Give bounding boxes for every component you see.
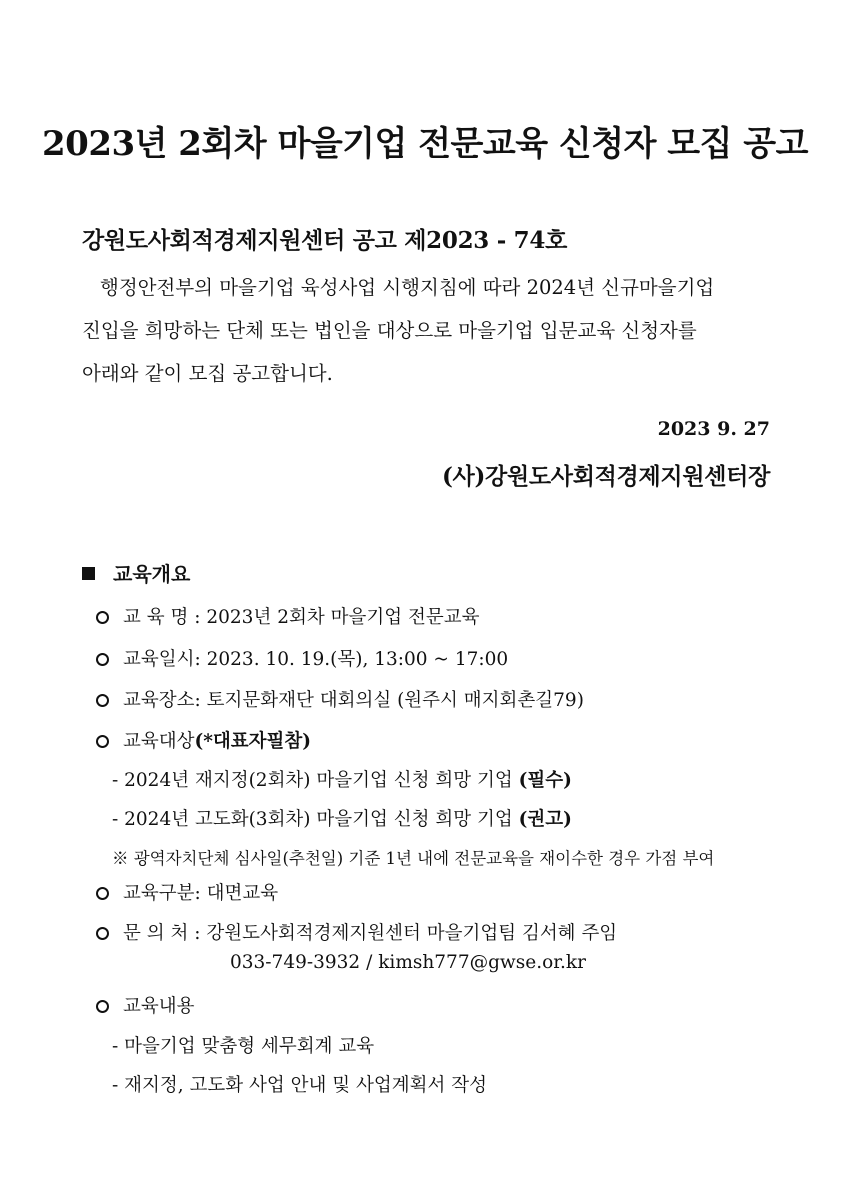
item-contact: 문 의 처 : 강원도사회적경제지원센터 마을기업팀 김서혜 주임 [96,919,617,945]
item-label: 교육일시 [123,649,195,670]
item-value: 대면교육 [206,883,279,904]
circle-bullet-icon [96,735,109,748]
section-heading: 교육개요 [82,558,190,587]
notice-date: 2023 9. 27 [657,418,770,440]
contact-phone-email: 033-749-3932 / kimsh777@gwse.or.kr [230,952,586,973]
square-bullet-icon [82,567,95,580]
circle-bullet-icon [96,927,109,940]
target-remark: ※ 광역자치단체 심사일(추천일) 기준 1년 내에 전문교육을 재이수한 경우 가점 부여 [112,849,715,868]
target-sub-item: - 2024년 재지정(2회차) 마을기업 신청 희망 기업 (필수) [112,770,572,791]
circle-bullet-icon [96,653,109,666]
item-label: 교육대상 [123,731,195,752]
page-title: 2023년 2회차 마을기업 전문교육 신청자 모집 공고 [42,124,808,164]
item-value: 2023년 2회차 마을기업 전문교육 [206,607,480,628]
item-value: 토지문화재단 대회의실 (원주시 매지회촌길79) [206,690,584,711]
target-note: (*대표자필참) [194,731,312,752]
intro-line: 진입을 희망하는 단체 또는 법인을 대상으로 마을기업 입문교육 신청자를 [82,319,697,342]
item-label: 교육구분 [123,883,195,904]
item-education-content [96,992,194,1018]
content-sub-item: - 마을기업 맞춤형 세무회계 교육 [112,1036,375,1057]
content-sub-item: - 재지정, 고도화 사업 안내 및 사업계획서 작성 [112,1075,487,1096]
intro-paragraph [82,266,772,395]
circle-bullet-icon [96,694,109,707]
circle-bullet-icon [96,1000,109,1013]
organization-signature: (사)강원도사회적경제지원센터장 [441,463,770,490]
target-sub-item: - 2024년 고도화(3회차) 마을기업 신청 희망 기업 (권고) [112,809,572,830]
item-education-target [96,727,311,753]
item-label: 교육내용 [123,996,195,1017]
item-education-datetime: 교육일시: 2023. 10. 19.(목), 13:00 ~ 17:00 [96,645,508,671]
item-education-type: 교육구분: 대면교육 [96,879,278,905]
item-value: 2023. 10. 19.(목), 13:00 ~ 17:00 [206,649,509,670]
notice-number: 강원도사회적경제지원센터 공고 제2023 - 74호 [82,227,567,254]
circle-bullet-icon [96,887,109,900]
item-label: 교육장소 [123,690,195,711]
item-label: 문 의 처 [123,923,189,944]
intro-line: 행정안전부의 마을기업 육성사업 시행지침에 따라 2024년 신규마을기업 [100,276,715,299]
item-education-name: 교 육 명 : 2023년 2회차 마을기업 전문교육 [96,603,479,629]
item-value: 강원도사회적경제지원센터 마을기업팀 김서혜 주임 [206,923,618,944]
circle-bullet-icon [96,611,109,624]
item-label: 교 육 명 [123,607,189,628]
intro-line: 아래와 같이 모집 공고합니다. [82,362,333,385]
item-education-place: 교육장소: 토지문화재단 대회의실 (원주시 매지회촌길79) [96,686,584,712]
